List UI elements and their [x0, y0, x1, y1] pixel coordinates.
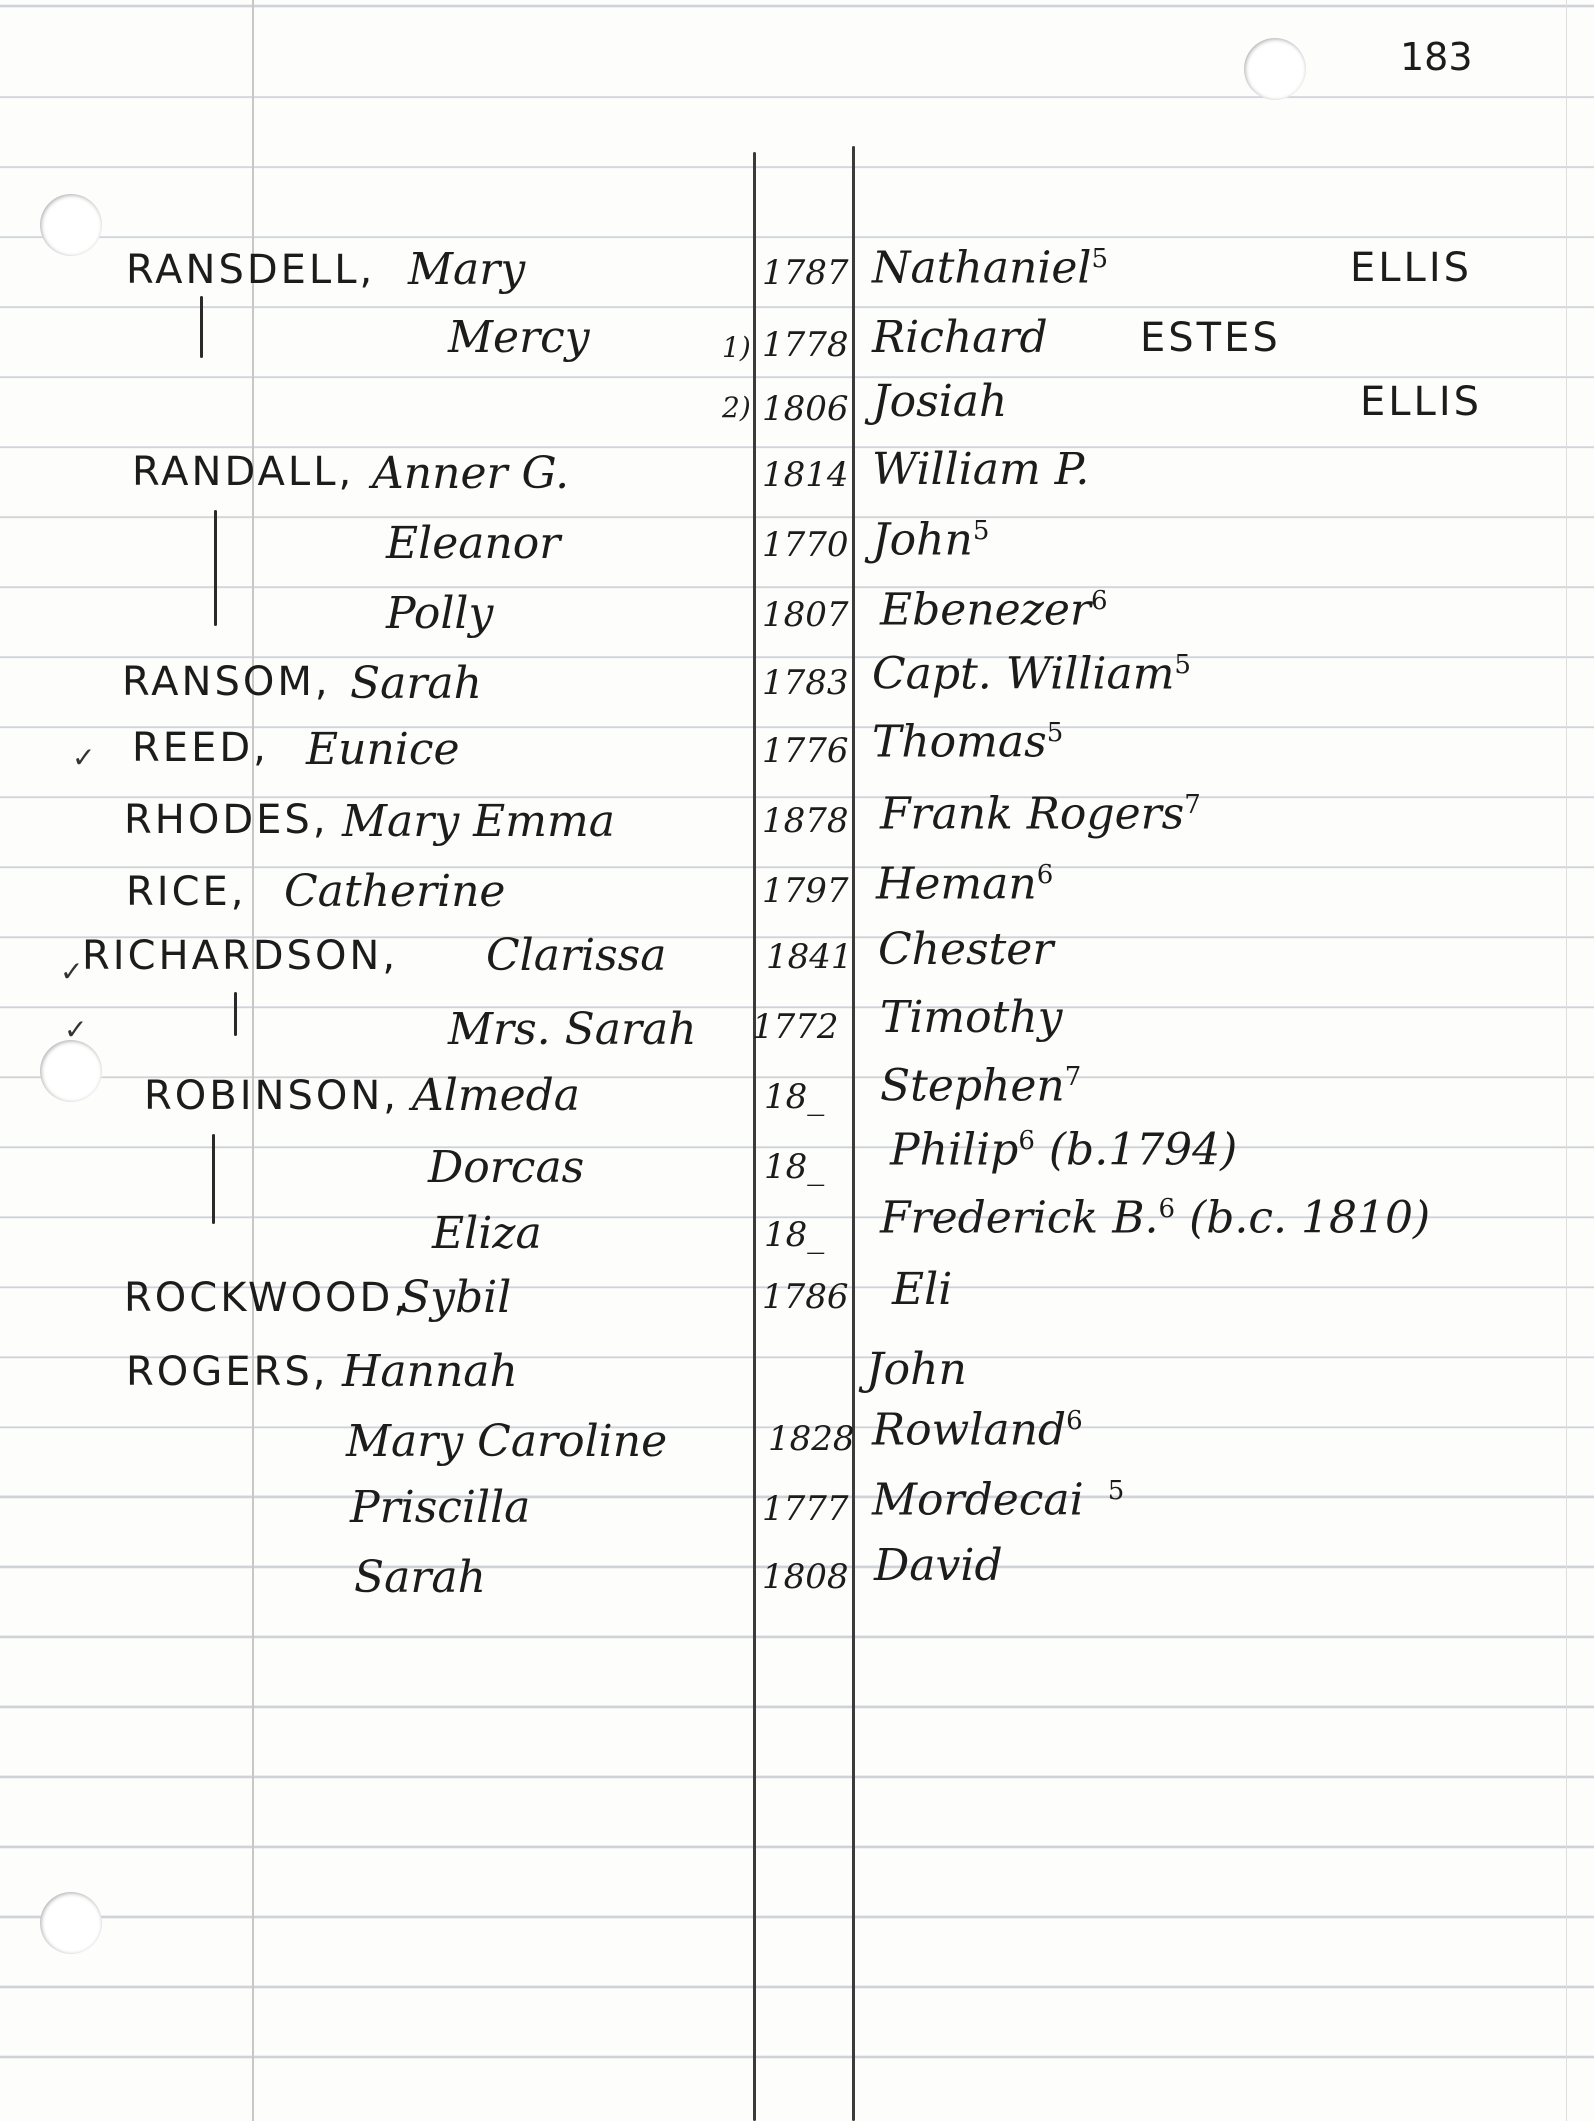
- marriage-order-marker: 1): [722, 331, 751, 364]
- spouse-name: Stephen$^7$: [880, 1060, 1082, 1112]
- marriage-year: 1806: [762, 389, 849, 429]
- marriage-year: 18_: [764, 1077, 825, 1117]
- surname: ROCKWOOD,: [124, 1275, 410, 1321]
- given-name: Catherine: [284, 866, 506, 917]
- given-name: Eleanor: [386, 518, 561, 569]
- spouse-name: Rowland$^6$: [872, 1404, 1083, 1456]
- given-name: Mary Caroline: [346, 1416, 668, 1467]
- given-name: Almeda: [412, 1070, 581, 1121]
- given-name: Sarah: [350, 658, 482, 709]
- given-name: Eliza: [432, 1208, 542, 1259]
- marriage-year: 18_: [764, 1147, 825, 1187]
- spouse-name: Chester: [878, 924, 1054, 975]
- surname: RANSDELL,: [126, 247, 376, 293]
- given-name: Anner G.: [372, 448, 570, 499]
- punch-hole: [40, 1040, 102, 1102]
- marriage-year: 1786: [762, 1277, 849, 1317]
- given-name: Mary: [408, 244, 526, 295]
- surname: RICE,: [126, 869, 247, 915]
- given-name: Dorcas: [428, 1142, 585, 1193]
- spouse-name: Thomas$^5$: [872, 716, 1064, 768]
- spouse-name: John$^5$: [872, 514, 990, 566]
- marriage-order-marker: 2): [722, 391, 751, 424]
- surname: ROBINSON,: [144, 1073, 399, 1119]
- given-name: Sybil: [400, 1272, 512, 1323]
- marriage-year: 1778: [762, 325, 849, 365]
- marriage-year: 1797: [762, 871, 849, 911]
- marriage-year: 1777: [762, 1489, 849, 1529]
- spouse-name: Heman$^6$: [876, 858, 1054, 910]
- given-name: Eunice: [306, 724, 460, 775]
- punch-hole: [1244, 38, 1306, 100]
- surname: RANDALL,: [132, 449, 355, 495]
- surname: REED,: [132, 725, 269, 771]
- marriage-year: 18_: [764, 1215, 825, 1255]
- spouse-name: Josiah: [872, 376, 1008, 427]
- spouse-name: Mordecai $^5$: [872, 1474, 1125, 1526]
- spouse-name: Philip$^6$ (b.1794): [890, 1124, 1238, 1176]
- spouse-name: Frank Rogers$^7$: [880, 788, 1201, 840]
- spouse-name: John: [866, 1344, 967, 1395]
- marriage-year: 1770: [762, 525, 849, 565]
- check-mark: ✓: [64, 1013, 88, 1046]
- marriage-year: 1783: [762, 663, 849, 703]
- surname: ROGERS,: [126, 1349, 329, 1395]
- family-name: ELLIS: [1350, 245, 1473, 291]
- check-mark: ✓: [60, 955, 84, 988]
- ditto-bar: [212, 1134, 215, 1224]
- margin-rule: [252, 0, 254, 2121]
- marriage-year: 1814: [762, 455, 849, 495]
- marriage-year: 1807: [762, 595, 849, 635]
- marriage-year: 1776: [762, 731, 849, 771]
- marriage-year: 1787: [762, 253, 849, 293]
- birth-note: (b.c. 1810): [1189, 1192, 1431, 1244]
- spouse-name: David: [874, 1540, 1003, 1591]
- given-name: Hannah: [342, 1346, 518, 1397]
- spouse-name: William P.: [872, 444, 1090, 495]
- given-name: Sarah: [354, 1552, 486, 1603]
- surname: RICHARDSON,: [82, 933, 399, 979]
- year-column-rule-left: [753, 152, 756, 2121]
- spouse-name: Eli: [892, 1264, 953, 1315]
- ditto-bar: [234, 992, 237, 1036]
- year-column-rule-right: [852, 146, 855, 2121]
- ditto-bar: [214, 510, 217, 626]
- given-name: Polly: [386, 588, 494, 639]
- punch-hole: [40, 1892, 102, 1954]
- marriage-year: 1878: [762, 801, 849, 841]
- surname: RHODES,: [124, 797, 329, 843]
- given-name: Priscilla: [350, 1482, 531, 1533]
- spouse-name: Nathaniel$^5$: [872, 242, 1109, 294]
- given-name: Mary Emma: [342, 796, 615, 847]
- family-name: ELLIS: [1360, 379, 1483, 425]
- marriage-year: 1772: [752, 1007, 839, 1047]
- spouse-name: Timothy: [880, 992, 1063, 1043]
- given-name: Mercy: [448, 312, 590, 363]
- given-name: Mrs. Sarah: [448, 1004, 697, 1055]
- page-number: 183: [1400, 35, 1473, 79]
- spouse-name: Ebenezer$^6$: [880, 584, 1108, 636]
- marriage-year: 1828: [768, 1419, 855, 1459]
- right-edge-rule: [1566, 0, 1567, 2121]
- marriage-year: 1841: [766, 937, 853, 977]
- family-name: ESTES: [1140, 315, 1281, 361]
- marriage-year: 1808: [762, 1557, 849, 1597]
- given-name: Clarissa: [486, 930, 667, 981]
- check-mark: ✓: [72, 741, 96, 774]
- birth-note: (b.1794): [1048, 1124, 1238, 1176]
- spouse-name: Richard: [872, 312, 1048, 363]
- spouse-name: Frederick B.$^6$ (b.c. 1810): [880, 1192, 1431, 1244]
- ditto-bar: [200, 296, 203, 358]
- punch-hole: [40, 194, 102, 256]
- surname: RANSOM,: [122, 659, 331, 705]
- spouse-name: Capt. William$^5$: [872, 648, 1191, 700]
